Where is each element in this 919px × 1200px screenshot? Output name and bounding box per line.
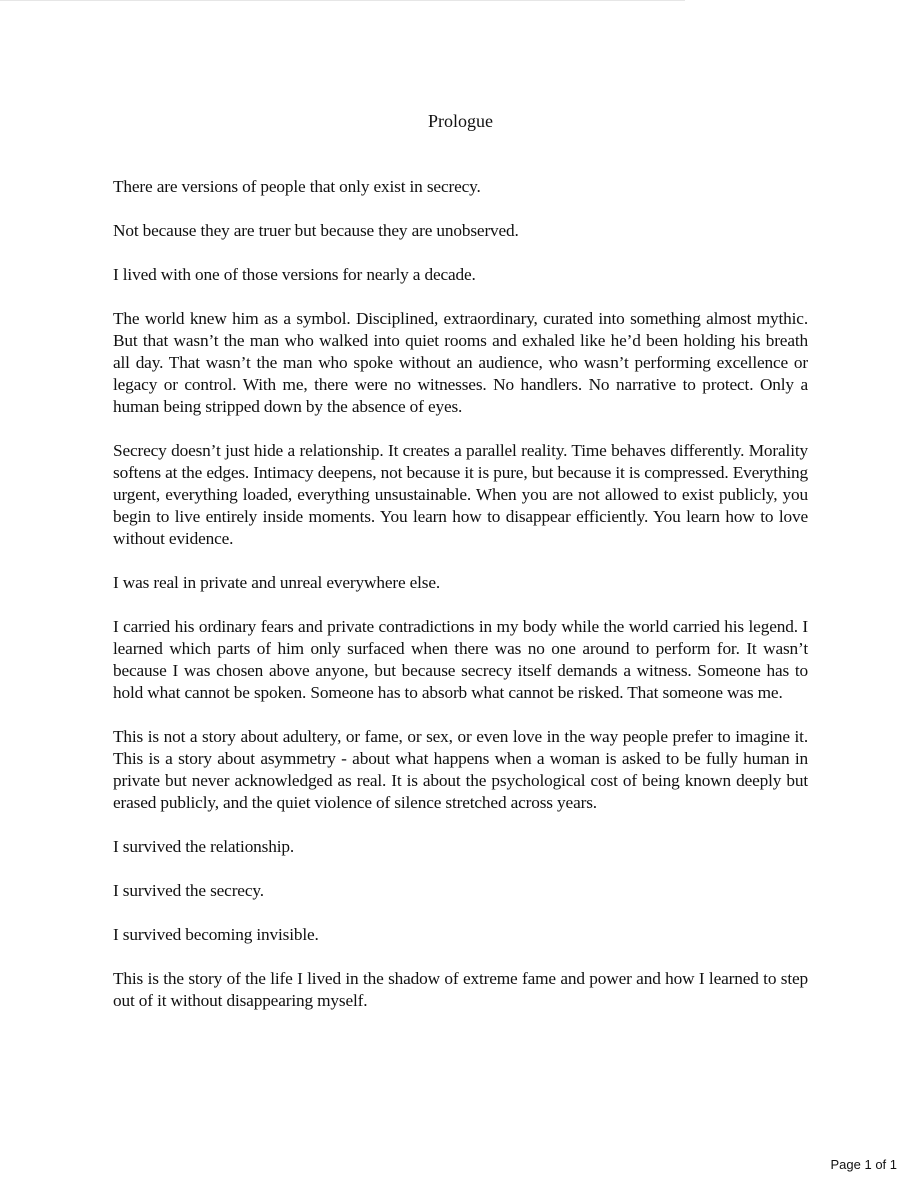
paragraph-7: I carried his ordinary fears and private contradictions in my body while the world carried his legend. I learned which parts of him only surfaced when there was no one around to perform for. It wasn’t because I was chosen above anyone, but because secrecy itself demands a witness. Someone has to hold what cannot be spoken. Someone has to absorb what cannot be risked. That someone was me. (113, 617, 808, 702)
page-title: Prologue (428, 111, 493, 131)
paragraph-3: I lived with one of those versions for nearly a decade. (113, 265, 476, 284)
paragraph-10: I survived the secrecy. (113, 881, 264, 900)
paragraph-12: This is the story of the life I lived in the shadow of extreme fame and power and how I learned to step out of it without disappearing myself. (113, 969, 808, 1010)
paragraph-5: Secrecy doesn’t just hide a relationship. It creates a parallel reality. Time behaves differently. Morality softens at the edges. Intimacy deepens, not because it is pure, but because it is compressed. Everything urgent, everything loaded, everything unsustainable. When you are not allowed to exist publicly, you begin to live entirely inside moments. You learn how to disappear efficiently. You learn how to love without evidence. (113, 441, 808, 548)
page-number: Page 1 of 1 (830, 1157, 897, 1172)
paragraph-9: I survived the relationship. (113, 837, 295, 856)
paragraph-2: Not because they are truer but because they are unobserved. (113, 221, 519, 240)
paragraph-1: There are versions of people that only exist in secrecy. (113, 177, 481, 196)
top-divider (0, 0, 685, 1)
paragraph-4: The world knew him as a symbol. Disciplined, extraordinary, curated into something almost mythic. But that wasn’t the man who walked into quiet rooms and exhaled like he’d been holding his breath all day. That wasn’t the man who spoke without an audience, who wasn’t performing excellence or legacy or control. With me, there were no witnesses. No handlers. No narrative to protect. Only a human being stripped down by the absence of eyes. (113, 309, 808, 416)
paragraph-8: This is not a story about adultery, or fame, or sex, or even love in the way people prefer to imagine it. This is a story about asymmetry - about what happens when a woman is asked to be fully human in private but never acknowledged as real. It is about the psychological cost of being known deeply but erased publicly, and the quiet violence of silence stretched across years. (113, 727, 808, 812)
paragraph-11: I survived becoming invisible. (113, 925, 319, 944)
paragraph-6: I was real in private and unreal everywhere else. (113, 573, 441, 592)
document-body (113, 176, 808, 1034)
